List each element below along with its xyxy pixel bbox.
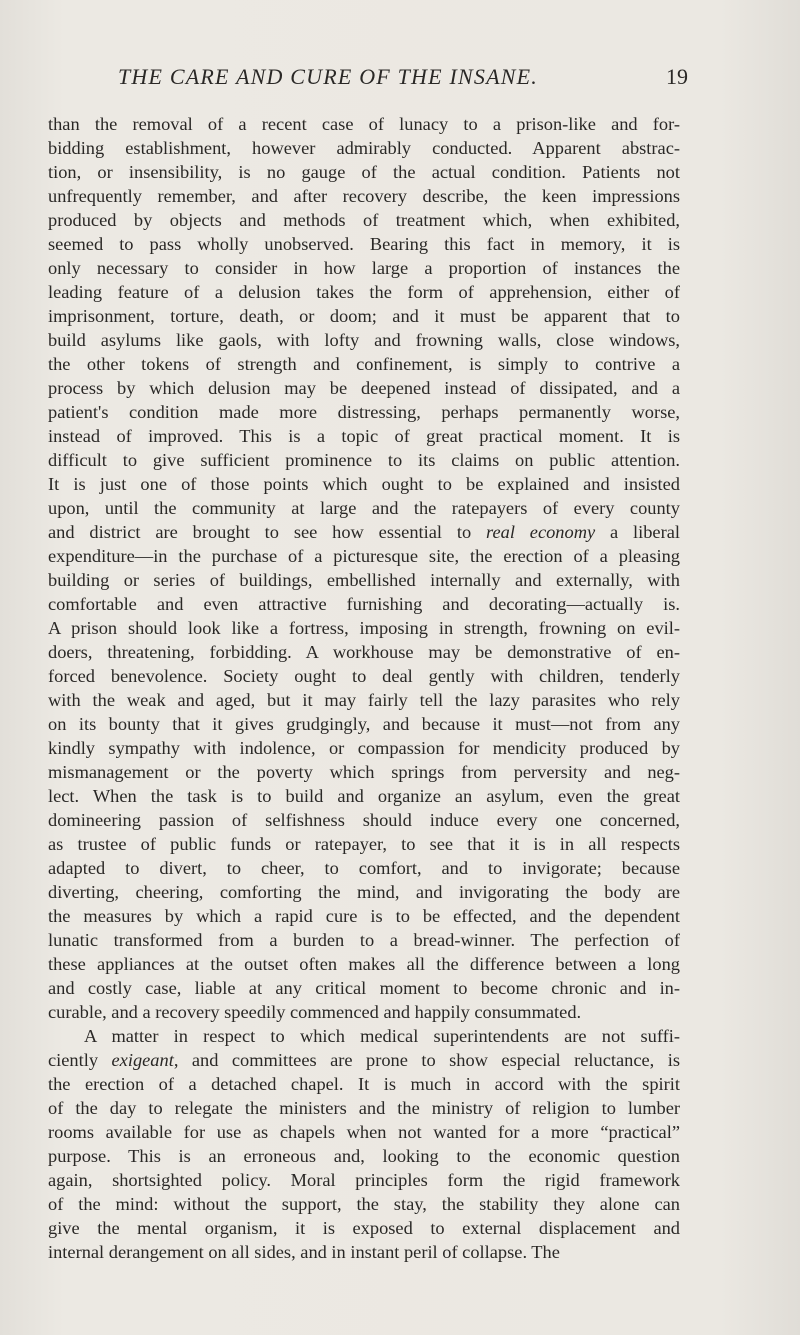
text-line: upon, until the community at large and the ratepayers of every county — [48, 498, 680, 518]
page-header — [118, 64, 688, 98]
text-line: with the weak and aged, but it may fairly tell the lazy parasites who rely — [48, 690, 680, 710]
text-line: bidding establishment, however admirably conducted. Apparent abstrac- — [48, 138, 680, 158]
text-line: A prison should look like a fortress, imposing in strength, frowning on evil- — [48, 618, 680, 638]
text-line: the other tokens of strength and confinement, is simply to contrive a — [48, 354, 680, 374]
text-line: these appliances at the outset often makes all the difference between a long — [48, 954, 680, 974]
text-line: domineering passion of selfishness should induce every one concerned, — [48, 810, 680, 830]
text-line: produced by objects and methods of treatment which, when exhibited, — [48, 210, 680, 230]
text-line: imprisonment, torture, death, or doom; and it must be apparent that to — [48, 306, 680, 326]
text-line: instead of improved. This is a topic of great practical moment. It is — [48, 426, 680, 446]
text-line: lect. When the task is to build and organize an asylum, even the great — [48, 786, 680, 806]
text-line: on its bounty that it gives grudgingly, and because it must—not from any — [48, 714, 680, 734]
text-line: ciently exigeant, and committees are prone to show especial reluctance, is — [48, 1050, 680, 1070]
text-line: curable, and a recovery speedily commenced and happily consummated. — [48, 1002, 582, 1022]
text-line: adapted to divert, to cheer, to comfort, and to invigorate; because — [48, 858, 680, 878]
text-line: the erection of a detached chapel. It is much in accord with the spirit — [48, 1074, 680, 1094]
text-line: the measures by which a rapid cure is to be effected, and the dependent — [48, 906, 680, 926]
text-line: doers, threatening, forbidding. A workhouse may be demonstrative of en- — [48, 642, 680, 662]
running-head: THE CARE AND CURE OF THE INSANE. — [118, 64, 538, 89]
text-line: seemed to pass wholly unobserved. Bearing this fact in memory, it is — [48, 234, 680, 254]
text-line: than the removal of a recent case of lunacy to a prison-like and for- — [48, 114, 680, 134]
text-line: of the day to relegate the ministers and the ministry of religion to lumber — [48, 1098, 680, 1118]
text-line: mismanagement or the poverty which springs from perversity and neg- — [48, 762, 680, 782]
paragraph — [48, 1024, 680, 1264]
text-line: give the mental organism, it is exposed to external displacement and — [48, 1218, 680, 1238]
text-line: A matter in respect to which medical superintendents are not suffi- — [84, 1026, 680, 1046]
text-line: tion, or insensibility, is no gauge of the actual condition. Patients not — [48, 162, 680, 182]
body-text — [48, 112, 680, 1264]
text-line: purpose. This is an erroneous and, looking to the economic question — [48, 1146, 680, 1166]
paragraph — [48, 112, 680, 1024]
text-line: only necessary to consider in how large a proportion of instances the — [48, 258, 680, 278]
text-line: build asylums like gaols, with lofty and frowning walls, close windows, — [48, 330, 680, 350]
text-line: rooms available for use as chapels when not wanted for a more “practical” — [48, 1122, 680, 1142]
text-line: as trustee of public funds or ratepayer, to see that it is in all respects — [48, 834, 680, 854]
text-line: comfortable and even attractive furnishing and decorating—actually is. — [48, 594, 680, 614]
text-line: unfrequently remember, and after recovery describe, the keen impressions — [48, 186, 680, 206]
text-line: internal derangement on all sides, and in instant peril of collapse. The — [48, 1242, 560, 1262]
text-line: leading feature of a delusion takes the form of apprehension, either of — [48, 282, 680, 302]
text-line: It is just one of those points which ought to be explained and insisted — [48, 474, 680, 494]
text-line: patient's condition made more distressing, perhaps permanently worse, — [48, 402, 680, 422]
text-line: forced benevolence. Society ought to deal gently with children, tenderly — [48, 666, 680, 686]
text-line: process by which delusion may be deepened instead of dissipated, and a — [48, 378, 680, 398]
text-line: lunatic transformed from a burden to a bread-winner. The perfection of — [48, 930, 680, 950]
text-line: and costly case, liable at any critical moment to become chronic and in- — [48, 978, 680, 998]
text-line: expenditure—in the purchase of a picturesque site, the erection of a pleasing — [48, 546, 680, 566]
text-line: building or series of buildings, embellished internally and externally, with — [48, 570, 680, 590]
text-line: kindly sympathy with indolence, or compassion for mendicity produced by — [48, 738, 680, 758]
text-line: and district are brought to see how essential to real economy a liberal — [48, 522, 680, 542]
page-number: 19 — [666, 64, 688, 89]
text-line: diverting, cheering, comforting the mind, and invigorating the body are — [48, 882, 680, 902]
text-line: difficult to give sufficient prominence to its claims on public attention. — [48, 450, 680, 470]
text-line: of the mind: without the support, the stay, the stability they alone can — [48, 1194, 680, 1214]
text-line: again, shortsighted policy. Moral principles form the rigid framework — [48, 1170, 680, 1190]
